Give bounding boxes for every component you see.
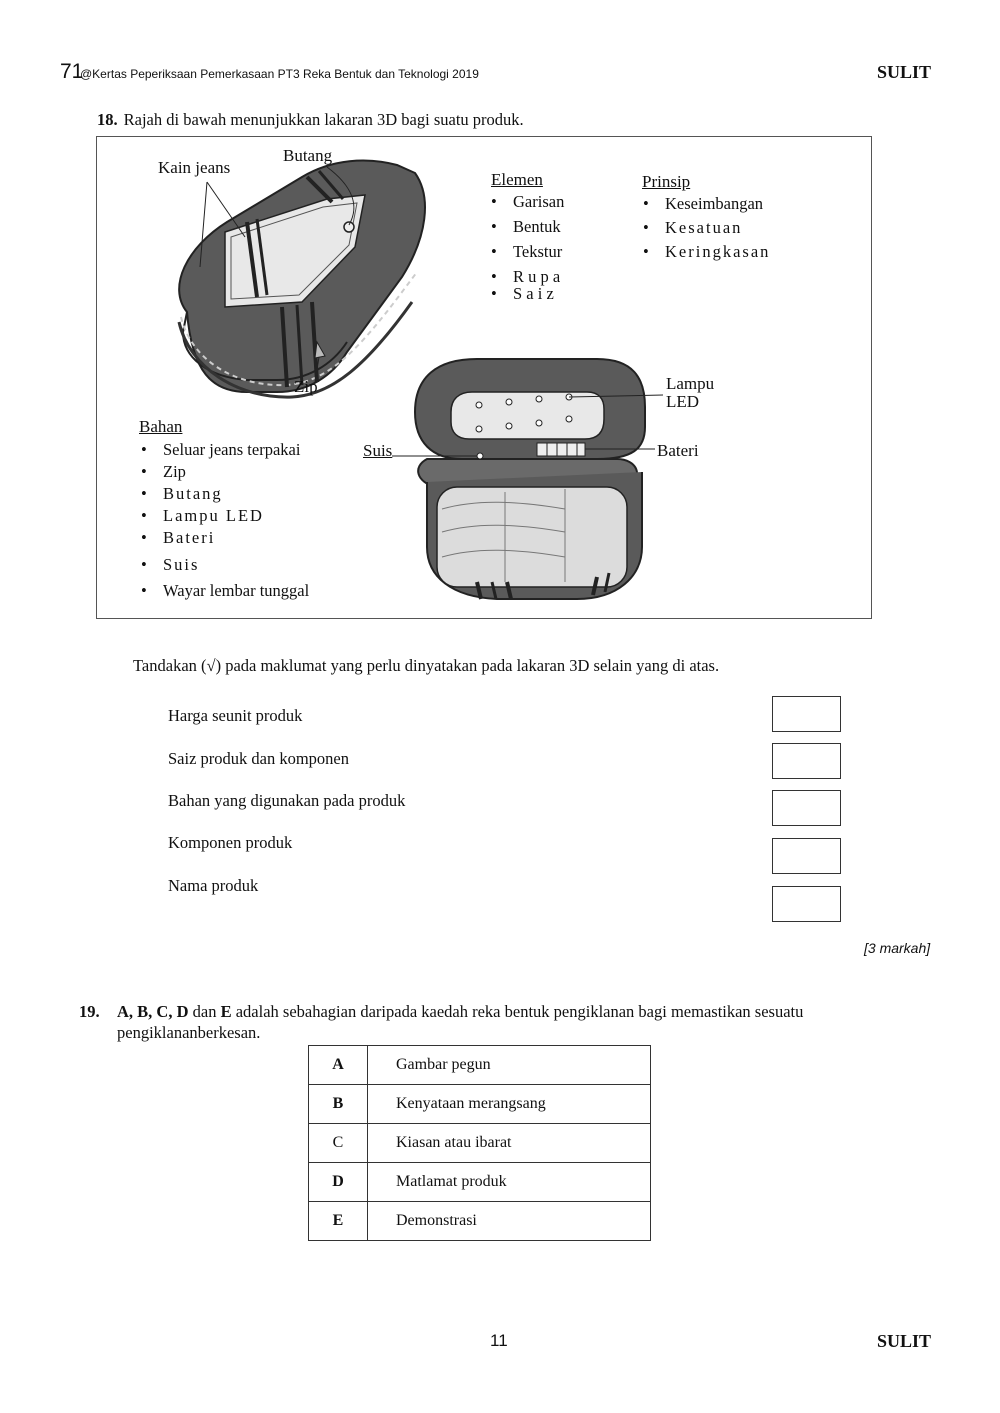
question-18 — [97, 110, 524, 130]
label-bateri: Bateri — [657, 441, 699, 460]
question-19-key-e: E — [220, 1002, 232, 1021]
table-row — [309, 1202, 651, 1241]
option-label: Saiz produk dan komponen — [168, 749, 350, 768]
open-case-drawing — [392, 359, 663, 599]
question-19-number: 19. — [79, 1002, 100, 1021]
table-row — [309, 1046, 651, 1085]
table-key: E — [309, 1202, 368, 1241]
table-value: Gambar pegun — [368, 1046, 651, 1085]
bahan-item: • Suis — [139, 554, 309, 576]
bahan-item: • Bateri — [139, 527, 309, 549]
table-key: A — [309, 1046, 368, 1085]
product-sketch-figure — [96, 136, 872, 619]
bahan-title: Bahan — [139, 417, 183, 436]
bahan-item: • Butang — [139, 483, 309, 505]
label-butang: Butang — [283, 146, 333, 165]
bahan-item: • Lampu LED — [139, 505, 309, 527]
answer-checkbox[interactable] — [772, 743, 841, 779]
closed-case-drawing — [179, 161, 425, 398]
bahan-item: • Zip — [139, 461, 309, 483]
answer-checkbox[interactable] — [772, 790, 841, 826]
prinsip-item: • Keseimbangan — [641, 192, 770, 216]
elemen-item: • Bentuk — [489, 214, 564, 239]
elemen-item: • Garisan — [489, 189, 564, 214]
question-19-body: adalah sebahagian daripada kaedah reka bentuk pengiklanan bagi memastikan sesuatu pengiklananberkesan. — [117, 1002, 804, 1042]
table-row — [309, 1163, 651, 1202]
answer-checkbox[interactable] — [772, 886, 841, 922]
prinsip-item: • Kesatuan — [641, 216, 770, 240]
table-key: C — [309, 1124, 368, 1163]
table-key: B — [309, 1085, 368, 1124]
bahan-item: • Seluar jeans terpakai — [139, 439, 309, 461]
table-value: Demonstrasi — [368, 1202, 651, 1241]
question-19-text — [117, 1001, 937, 1043]
label-kain-jeans: Kain jeans — [158, 158, 231, 177]
header-title: @Kertas Peperiksaan Pemerkasaan PT3 Reka Bentuk dan Teknologi 2019 — [80, 67, 479, 81]
question-18-number: 18. — [97, 110, 118, 129]
elemen-item: • R u p a — [489, 268, 564, 286]
prinsip-title: Prinsip — [642, 172, 691, 191]
table-row — [309, 1085, 651, 1124]
question-18-instruction: Tandakan (√) pada maklumat yang perlu dinyatakan pada lakaran 3D selain yang di atas. — [133, 656, 720, 675]
option-label: Bahan yang digunakan pada produk — [168, 791, 406, 810]
advertising-methods-table — [308, 1045, 651, 1241]
table-value: Kiasan atau ibarat — [368, 1124, 651, 1163]
elemen-item: • S a i z — [489, 286, 564, 302]
bahan-list — [139, 439, 309, 602]
prinsip-list — [641, 192, 770, 264]
answer-checkbox[interactable] — [772, 696, 841, 732]
elemen-list — [489, 189, 564, 302]
prinsip-item: • Keringkasan — [641, 240, 770, 264]
option-label: Komponen produk — [168, 833, 293, 852]
header-page-prefix: 71 — [60, 60, 84, 83]
header-sulit: SULIT — [877, 62, 932, 82]
label-zip: Zip — [294, 377, 318, 396]
question-19-keys: A, B, C, D — [117, 1002, 189, 1021]
option-label: Nama produk — [168, 876, 259, 895]
table-row — [309, 1124, 651, 1163]
footer-sulit: SULIT — [877, 1331, 932, 1351]
footer-page-number: 11 — [490, 1331, 508, 1350]
table-value: Matlamat produk — [368, 1163, 651, 1202]
label-suis: Suis — [363, 441, 393, 460]
marks-label: [3 markah] — [864, 940, 931, 956]
table-key: D — [309, 1163, 368, 1202]
answer-checkbox[interactable] — [772, 838, 841, 874]
label-lampu-led-1: Lampu — [666, 374, 715, 393]
label-lampu-led-2: LED — [666, 392, 700, 411]
bahan-item: • Wayar lembar tunggal — [139, 580, 309, 602]
question-18-text: Rajah di bawah menunjukkan lakaran 3D bagi suatu produk. — [123, 110, 524, 129]
question-19-dan: dan — [192, 1002, 217, 1021]
table-value: Kenyataan merangsang — [368, 1085, 651, 1124]
elemen-title: Elemen — [491, 170, 543, 189]
elemen-item: • Tekstur — [489, 239, 564, 264]
option-label: Harga seunit produk — [168, 706, 303, 725]
